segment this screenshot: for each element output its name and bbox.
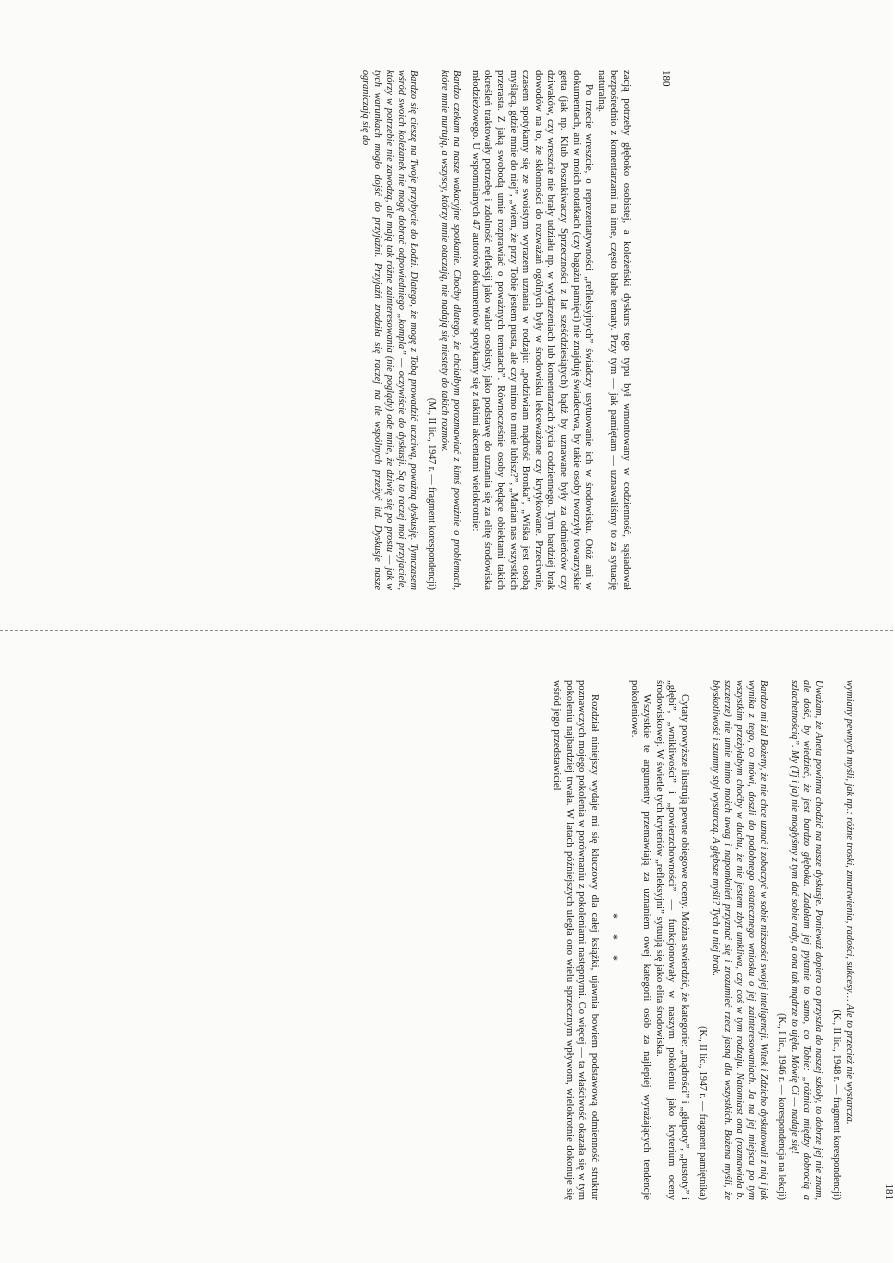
paragraph: zacją potrzeby głęboko osobistej, a koleżeński dyskurs tego typu był wmontowany w codzienność, sąsiadował bezpośrednio z komentarzami na inne, często błahe tematy. Przy tym — jak pamiętam — uznawaliśmy to za sytuację naturalną. xyxy=(595,70,632,590)
page-number: 181 xyxy=(883,1183,895,1200)
citation: (K., II lic., 1948 r. — fragment korespondencji) xyxy=(831,1009,842,1200)
paragraph: Wszystkie te argumenty przemawiają za uznaniem owej kategorii osób za najlepiej wyrażających tendencje pokoleniowe. xyxy=(628,680,653,1200)
paragraph: Rozdział niniejszy wydaje mi się kluczowy dla całej książki, ujawnia bowiem podstawową odmienność struktur poznawczych mojego pokolenia w porównaniu z pokoleniami następnymi. Co więcej — ta właściwość okazała się w tym pokoleniu najbardziej trwała. W latach późniejszych uległa ono wielu sprzecznym wpływom, wielokrotnie dokonuje się wśród jego przedstawiciel xyxy=(551,680,601,1200)
citation: (M., II lic., 1947 r. — fragment korespondencji) xyxy=(426,397,438,590)
page-number: 180 xyxy=(660,70,672,87)
quotation: Bardzo się cieszę na Twoje przybycie do Łodzi. Dlatego, że mogę z Tobą prowadzić uczciwą, poważną dyskusję. Tymczasem wśród swoich koleżanek nie mogę dobrać odpowiedniego „kompla” — oczywiście do dyskusji. Są to raczej moi przyjaciele, którzy w potrzebie nie zawodzą, ale mają tak różne zainteresowania (nie poglądy) ode mnie, że dziwię się po prostu — jak w tych warunkach mogło dojść do przyjaźni. Przyjaźń zrodziła się raczej na tle wspólnych przeżyć itd. Dyskusje nasze ograniczają się do xyxy=(360,70,420,590)
quotation: Bardzo mi żal Bożeny, że nie chce uznać i zobaczyć w sobie niższości swojej inteligencji. Witek i Zdzicho dyskutowali z nią i jak wynika z tego, co mówi, doszli do podobnego ostatecznego wniosku o jej zainteresowaniach. Ja na jej miejscu po tym wszystkim przeżyłabym choćby w duchu, że nie jestem zbyt umkliwa, czy coś w tym rodzaju. Natomiast ona (rozmawiała b. szczerze) nie umie mimo moich uwag i napomknień przyznać się i zrozumieć rzecz jasną dla wszystkich. Bożena myśli, że błyskotliwość i szumny styl wystarczą. A głębsze myśli? Tych u niej brak. xyxy=(710,680,769,1200)
page-fold-line xyxy=(0,630,893,631)
quotation: Bardzo czekam na nasze wakacyjne spotkanie. Choćby dlatego, że chciałbym porozmawiać z kimś poważnie o problemach, które mnie nurtują, a wszyscy, którzy mnie otaczają, nie nadają się niestety do takich rozmów. xyxy=(439,70,463,590)
page-180 xyxy=(287,70,672,590)
page-180-text xyxy=(287,70,672,590)
citation: (K., I lic., 1946 r. — korespondencja na lekcji) xyxy=(776,1013,787,1200)
page-181 xyxy=(510,680,895,1200)
page-181-text xyxy=(510,680,895,1200)
section-separator: * * * xyxy=(607,913,622,967)
quotation: wymiany pewnych myśli, jak np.: różne troski, zmartwienia, radości, sukcesy… Ale to przecież nie wystarcza. xyxy=(844,680,855,1125)
paragraph: Po trzecie wreszcie, o reprezentatywności „refleksyjnych” świadczy usytuowanie ich w środowisku. Otóż ani w dokumentach, ani w moich notatkach (czy bagażu pamięci) nie znajduję świadectwa, by takie osoby tworzyły towarzyskie getta (jak np. Klub Poszukiwaczy Sprzeczności z lat sześćdziesiątych) bądź by uznawane były za odmieńców czy dziwaków, czy wreszcie nie brały udziału np. w wydarzeniach lub komentarzach życia codziennego. Tym bardziej brak dowodów na to, że skłonności do rozważań ogólnych były w środowisku lekceważone czy krytykowane. Przeciwnie, czasem spotykamy się ze swoistym wyrazem uznania w rodzaju: „podziwiam mądrość Bronka”, „Wiśka jest osobą myślącą, gdzie mnie do niej”, „wiem, że przy Tobie jestem pusta, ale czy mimo to mnie lubisz?”, „Marian nas wszystkich przerasta. Z jaką swobodą umie rozprawiać o poważnych tematach”. Równocześnie osoby będące obiektami takich określeń traktowały potrzebę i zdolność refleksji jako walor osobisty, jako podstawę do uznania się za elitę środowiska młodzieżowego. U wspomnianych 47 autorów dokumentów spotykamy się z takimi akcentami wielokrotnie: xyxy=(469,70,595,590)
citation: (K., II lic., 1947 r. — fragment pamiętnika) xyxy=(697,1026,708,1200)
quotation: Uważam, że Aneta powinna chodzić na nasze dyskusje. Ponieważ dopiero co przyszła do naszej szkoły, to dobrze jej nie znam, ale dość, by wiedzieć, że jest bardzo głęboka. Zadałam jej pytanie to samo, co Tobie: „różnica między dobrocią a szlachetnością”. My (Tj i ja) nie mogłyśmy z tym dać sobie rady, a ona tak mądrze to ujęła. Mówię Ci — nadaje się! xyxy=(789,680,824,1200)
paragraph: Cytaty powyższe ilustrują pewne obiegowe oceny. Można stwierdzić, że kategorie: „mądrości” i „głupoty”, „pustoty” i „głębi”, „wnikliwości” i „powierzchowności” — funkcjonowały w naszym pokoleniu jako kryterium oceny środowiskowej. W świetle tych kryteriów „refleksyjni” sytuują się jako elita środowiska. xyxy=(653,680,690,1200)
